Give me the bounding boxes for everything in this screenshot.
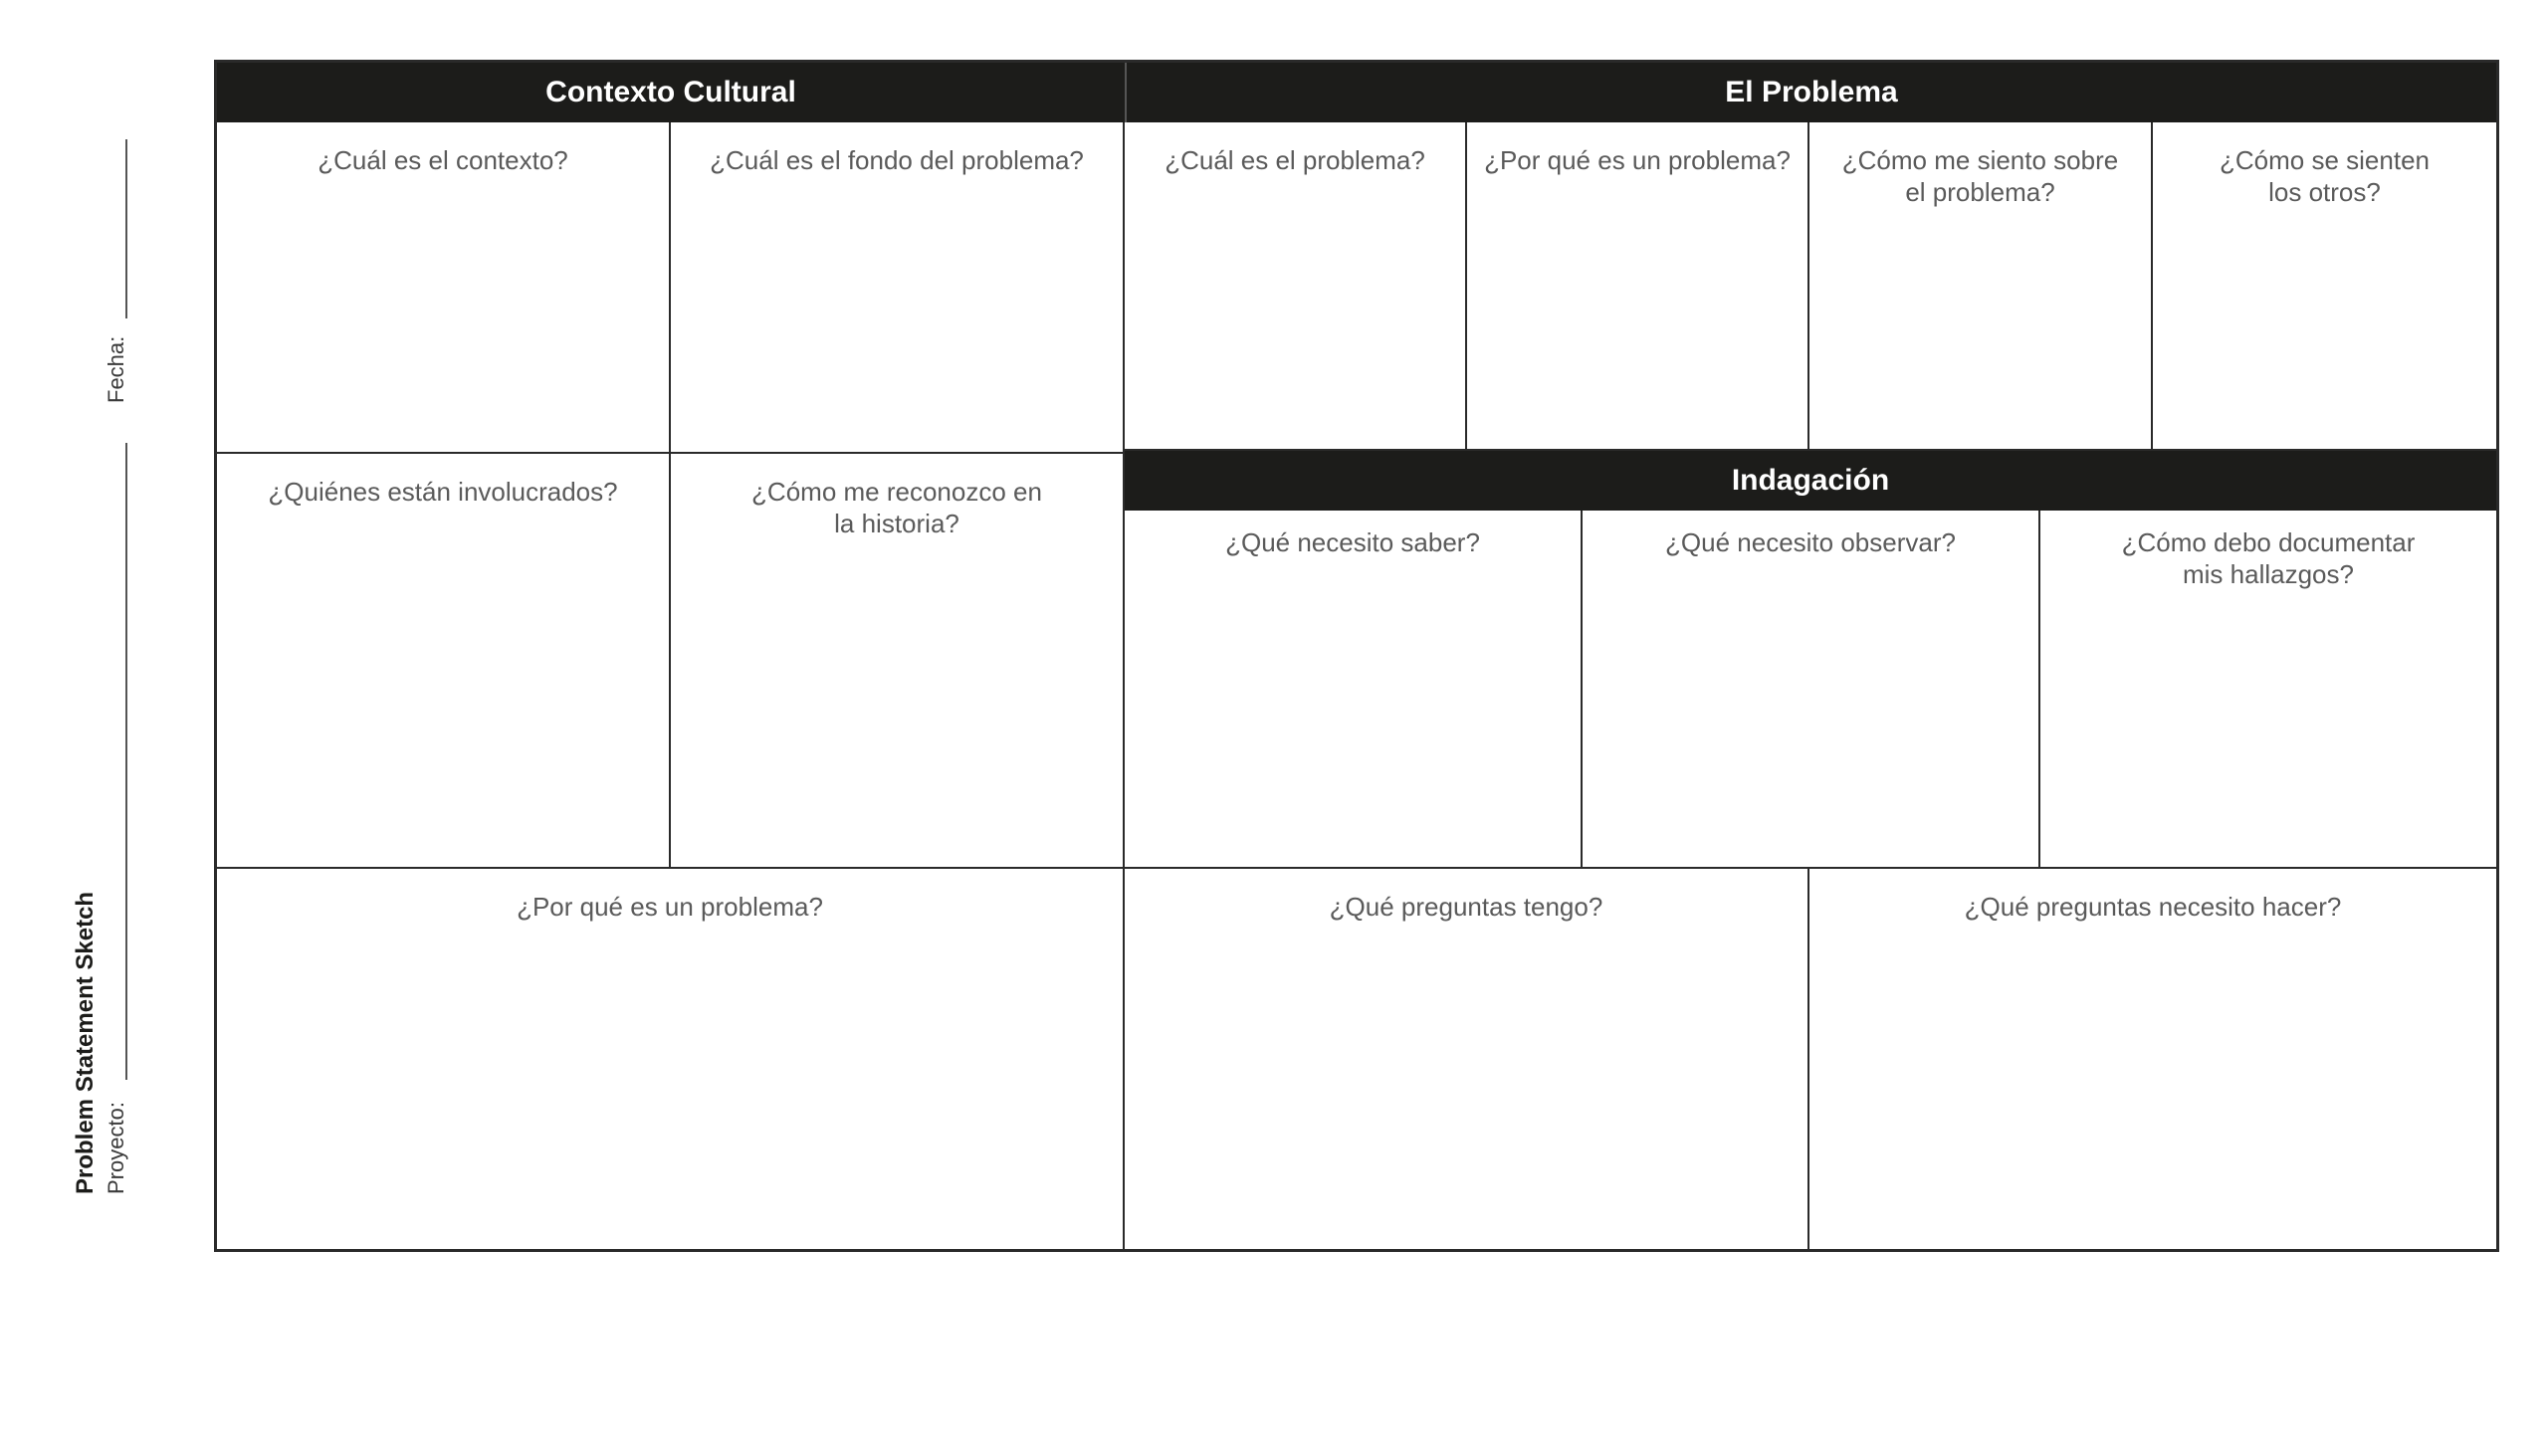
question-involucrados: ¿Quiénes están involucrados? [268, 477, 618, 507]
cell-fondo[interactable] [671, 122, 1125, 454]
question-me-reconozco: ¿Cómo me reconozco en la historia? [751, 477, 1042, 538]
question-por-que-problema: ¿Por qué es un problema? [1484, 145, 1791, 175]
question-como-se-sienten: ¿Cómo se sienten los otros? [2220, 145, 2430, 207]
question-documentar: ¿Cómo debo documentar mis hallazgos? [2121, 527, 2416, 589]
header-el-problema-label: El Problema [1725, 76, 1898, 108]
fecha-line[interactable] [125, 139, 127, 318]
question-preguntas-tengo: ¿Qué preguntas tengo? [1329, 892, 1603, 922]
header-contexto-cultural-label: Contexto Cultural [545, 76, 796, 108]
question-como-me-siento: ¿Cómo me siento sobre el problema? [1841, 145, 2119, 207]
header-el-problema [1125, 63, 2496, 122]
proyecto-line[interactable] [125, 443, 127, 1080]
header-contexto-cultural [217, 63, 1125, 122]
sheet-title: Problem Statement Sketch [72, 891, 99, 1194]
cell-me-reconozco[interactable] [671, 454, 1125, 869]
sketch-canvas [214, 60, 2499, 1252]
question-necesito-observar: ¿Qué necesito observar? [1665, 527, 1956, 557]
question-cual-problema: ¿Cuál es el problema? [1165, 145, 1425, 175]
proyecto-label: Proyecto: [104, 1102, 128, 1194]
header-indagacion-label: Indagación [1731, 464, 1890, 497]
cell-involucrados[interactable] [217, 454, 671, 869]
cell-preguntas-hacer[interactable] [1809, 869, 2496, 1249]
fecha-label: Fecha: [104, 335, 128, 403]
cell-documentar[interactable] [2040, 511, 2496, 869]
cell-necesito-saber[interactable] [1125, 511, 1583, 869]
cell-como-se-sienten[interactable] [2153, 122, 2496, 451]
question-por-que-bottom: ¿Por qué es un problema? [517, 892, 823, 922]
cell-cual-problema[interactable] [1125, 122, 1467, 451]
question-preguntas-hacer: ¿Qué preguntas necesito hacer? [1964, 892, 2342, 922]
cell-preguntas-tengo[interactable] [1125, 869, 1809, 1249]
header-indagacion [1125, 451, 2496, 511]
cell-contexto[interactable] [217, 122, 671, 454]
question-necesito-saber: ¿Qué necesito saber? [1225, 527, 1480, 557]
cell-como-me-siento[interactable] [1809, 122, 2153, 451]
cell-por-que-problema[interactable] [1467, 122, 1809, 451]
cell-por-que-bottom[interactable] [217, 869, 1125, 1249]
question-fondo: ¿Cuál es el fondo del problema? [710, 145, 1084, 175]
cell-necesito-observar[interactable] [1583, 511, 2040, 869]
question-contexto: ¿Cuál es el contexto? [318, 145, 568, 175]
